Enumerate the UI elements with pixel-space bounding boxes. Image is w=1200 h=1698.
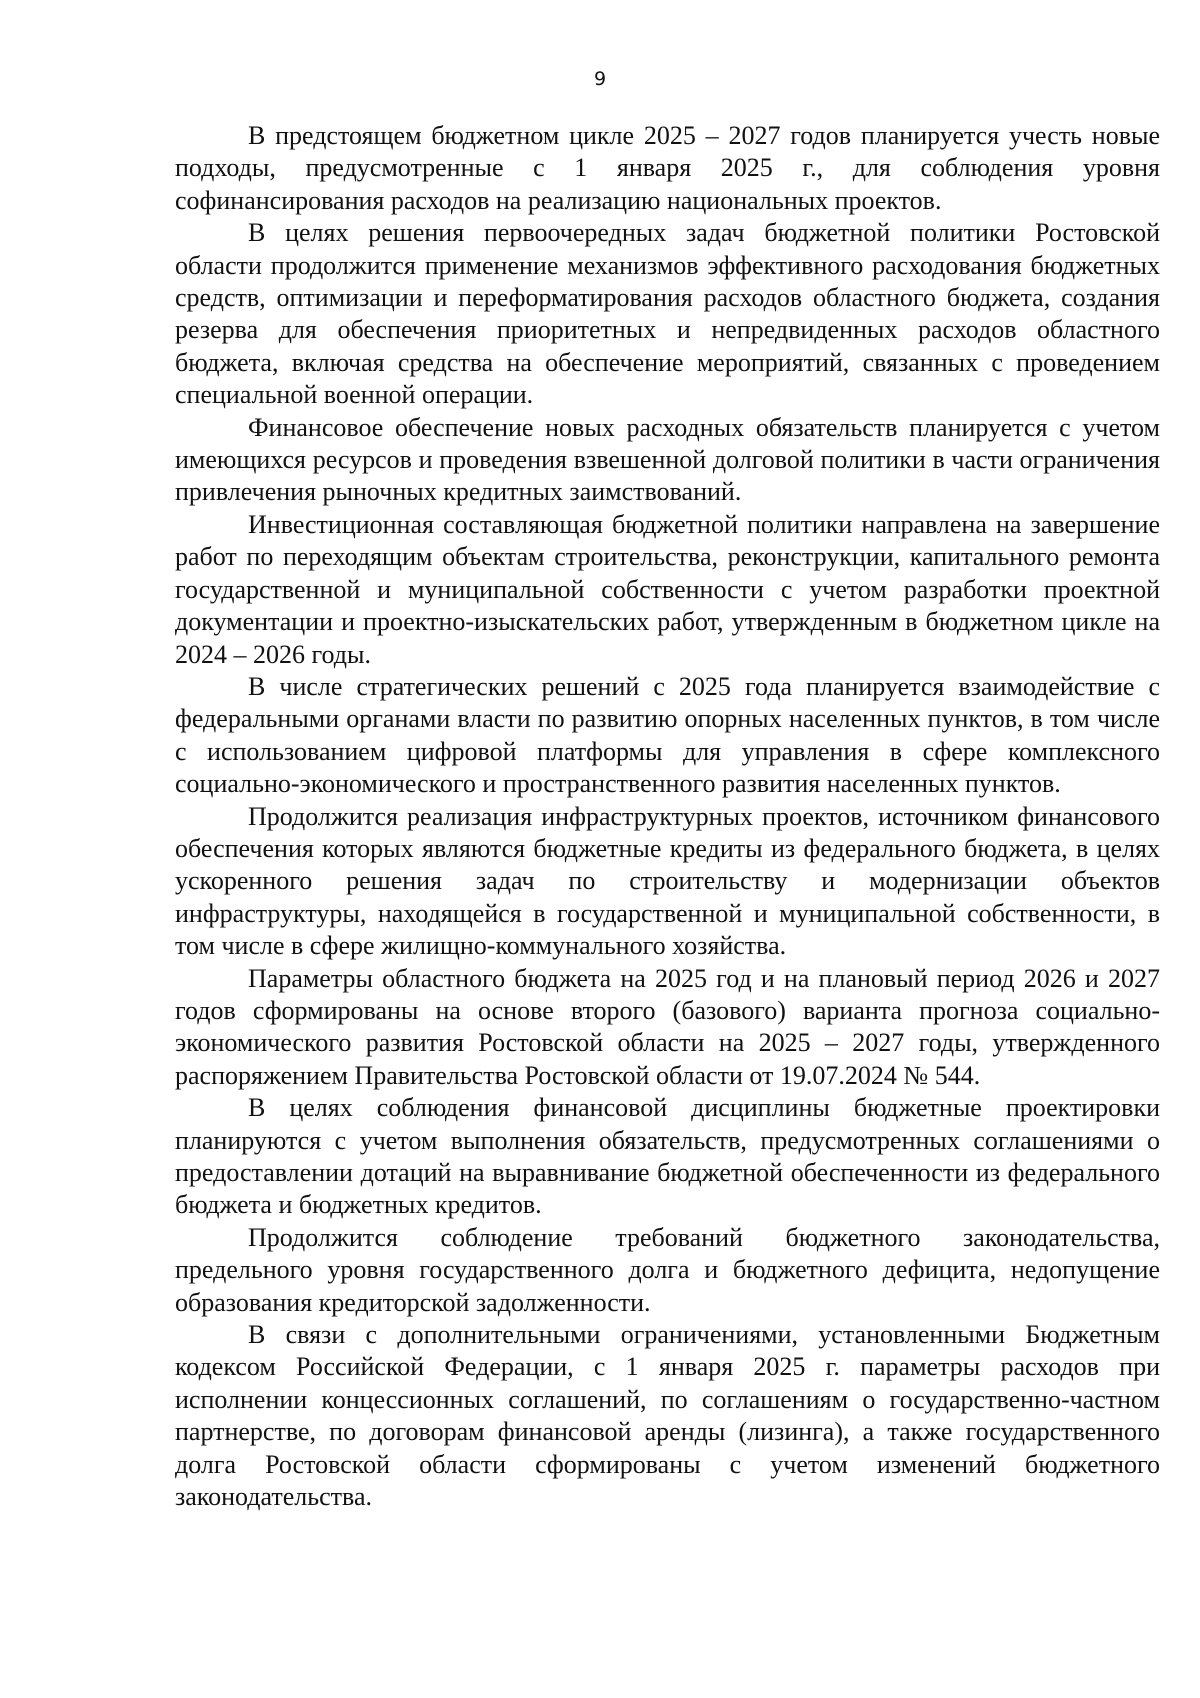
document-body bbox=[175, 120, 1160, 1513]
paragraph-1: В предстоящем бюджетном цикле 2025 – 2027 годов планируется учесть новые подходы, предусмотренные с 1 января 2025 г., для соблюдения уровня софинансирования расходов на реализацию национальных проектов. bbox=[175, 121, 1160, 215]
paragraph-7: Параметры областного бюджета на 2025 год и на плановый период 2026 и 2027 годов сформированы на основе второго (базового) варианта прогноза социально-экономического развития Ростовской области на 2025 – 2027 годы, утвержденного распоряжением Правительства Ростовской области от 19.07.2024 № 544. bbox=[175, 963, 1160, 1090]
paragraph-6: Продолжится реализация инфраструктурных проектов, источником финансового обеспечения которых являются бюджетные кредиты из федерального бюджета, в целях ускоренного решения задач по строительству и модернизации объектов инфраструктуры, находящейся в государственной и муниципальной собственности, в том числе в сфере жилищно-коммунального хозяйства. bbox=[175, 801, 1160, 961]
paragraph-3: Финансовое обеспечение новых расходных обязательств планируется с учетом имеющихся ресурсов и проведения взвешенной долговой политики в части ограничения привлечения рыночных кредитных заимствований. bbox=[175, 412, 1160, 507]
paragraph-5: В числе стратегических решений с 2025 года планируется взаимодействие с федеральными органами власти по развитию опорных населенных пунктов, в том числе с использованием цифровой платформы для управления в сфере комплексного социально-экономического и пространственного развития населенных пунктов. bbox=[175, 671, 1160, 799]
paragraph-9: Продолжится соблюдение требований бюджетного законодательства, предельного уровня государственного долга и бюджетного дефицита, недопущение образования кредиторской задолженности. bbox=[175, 1222, 1160, 1317]
paragraph-10: В связи с дополнительными ограничениями, установленными Бюджетным кодексом Российской Федерации, с 1 января 2025 г. параметры расходов при исполнении концессионных соглашений, по соглашениям о государственно-частном партнерстве, по договорам финансовой аренды (лизинга), а также государственного долга Ростовской области сформированы с учетом изменений бюджетного законодательства. bbox=[175, 1320, 1160, 1512]
paragraph-2: В целях решения первоочередных задач бюджетной политики Ростовской области продолжится применение механизмов эффективного расходования бюджетных средств, оптимизации и переформатирования расходов областного бюджета, создания резерва для обеспечения приоритетных и непредвиденных расходов областного бюджета, включая средства на обеспечение мероприятий, связанных с проведением специальной военной операции. bbox=[175, 218, 1160, 410]
page-number: 9 bbox=[593, 68, 607, 90]
paragraph-4: Инвестиционная составляющая бюджетной политики направлена на завершение работ по переходящим объектам строительства, реконструкции, капитального ремонта государственной и муниципальной собственности с учетом разработки проектной документации и проектно-изыскательских работ, утвержденным в бюджетном цикле на 2024 – 2026 годы. bbox=[175, 509, 1160, 669]
paragraph-8: В целях соблюдения финансовой дисциплины бюджетные проектировки планируются с учетом выполнения обязательств, предусмотренных соглашениями о предоставлении дотаций на выравнивание бюджетной обеспеченности из федерального бюджета и бюджетных кредитов. bbox=[175, 1093, 1160, 1220]
